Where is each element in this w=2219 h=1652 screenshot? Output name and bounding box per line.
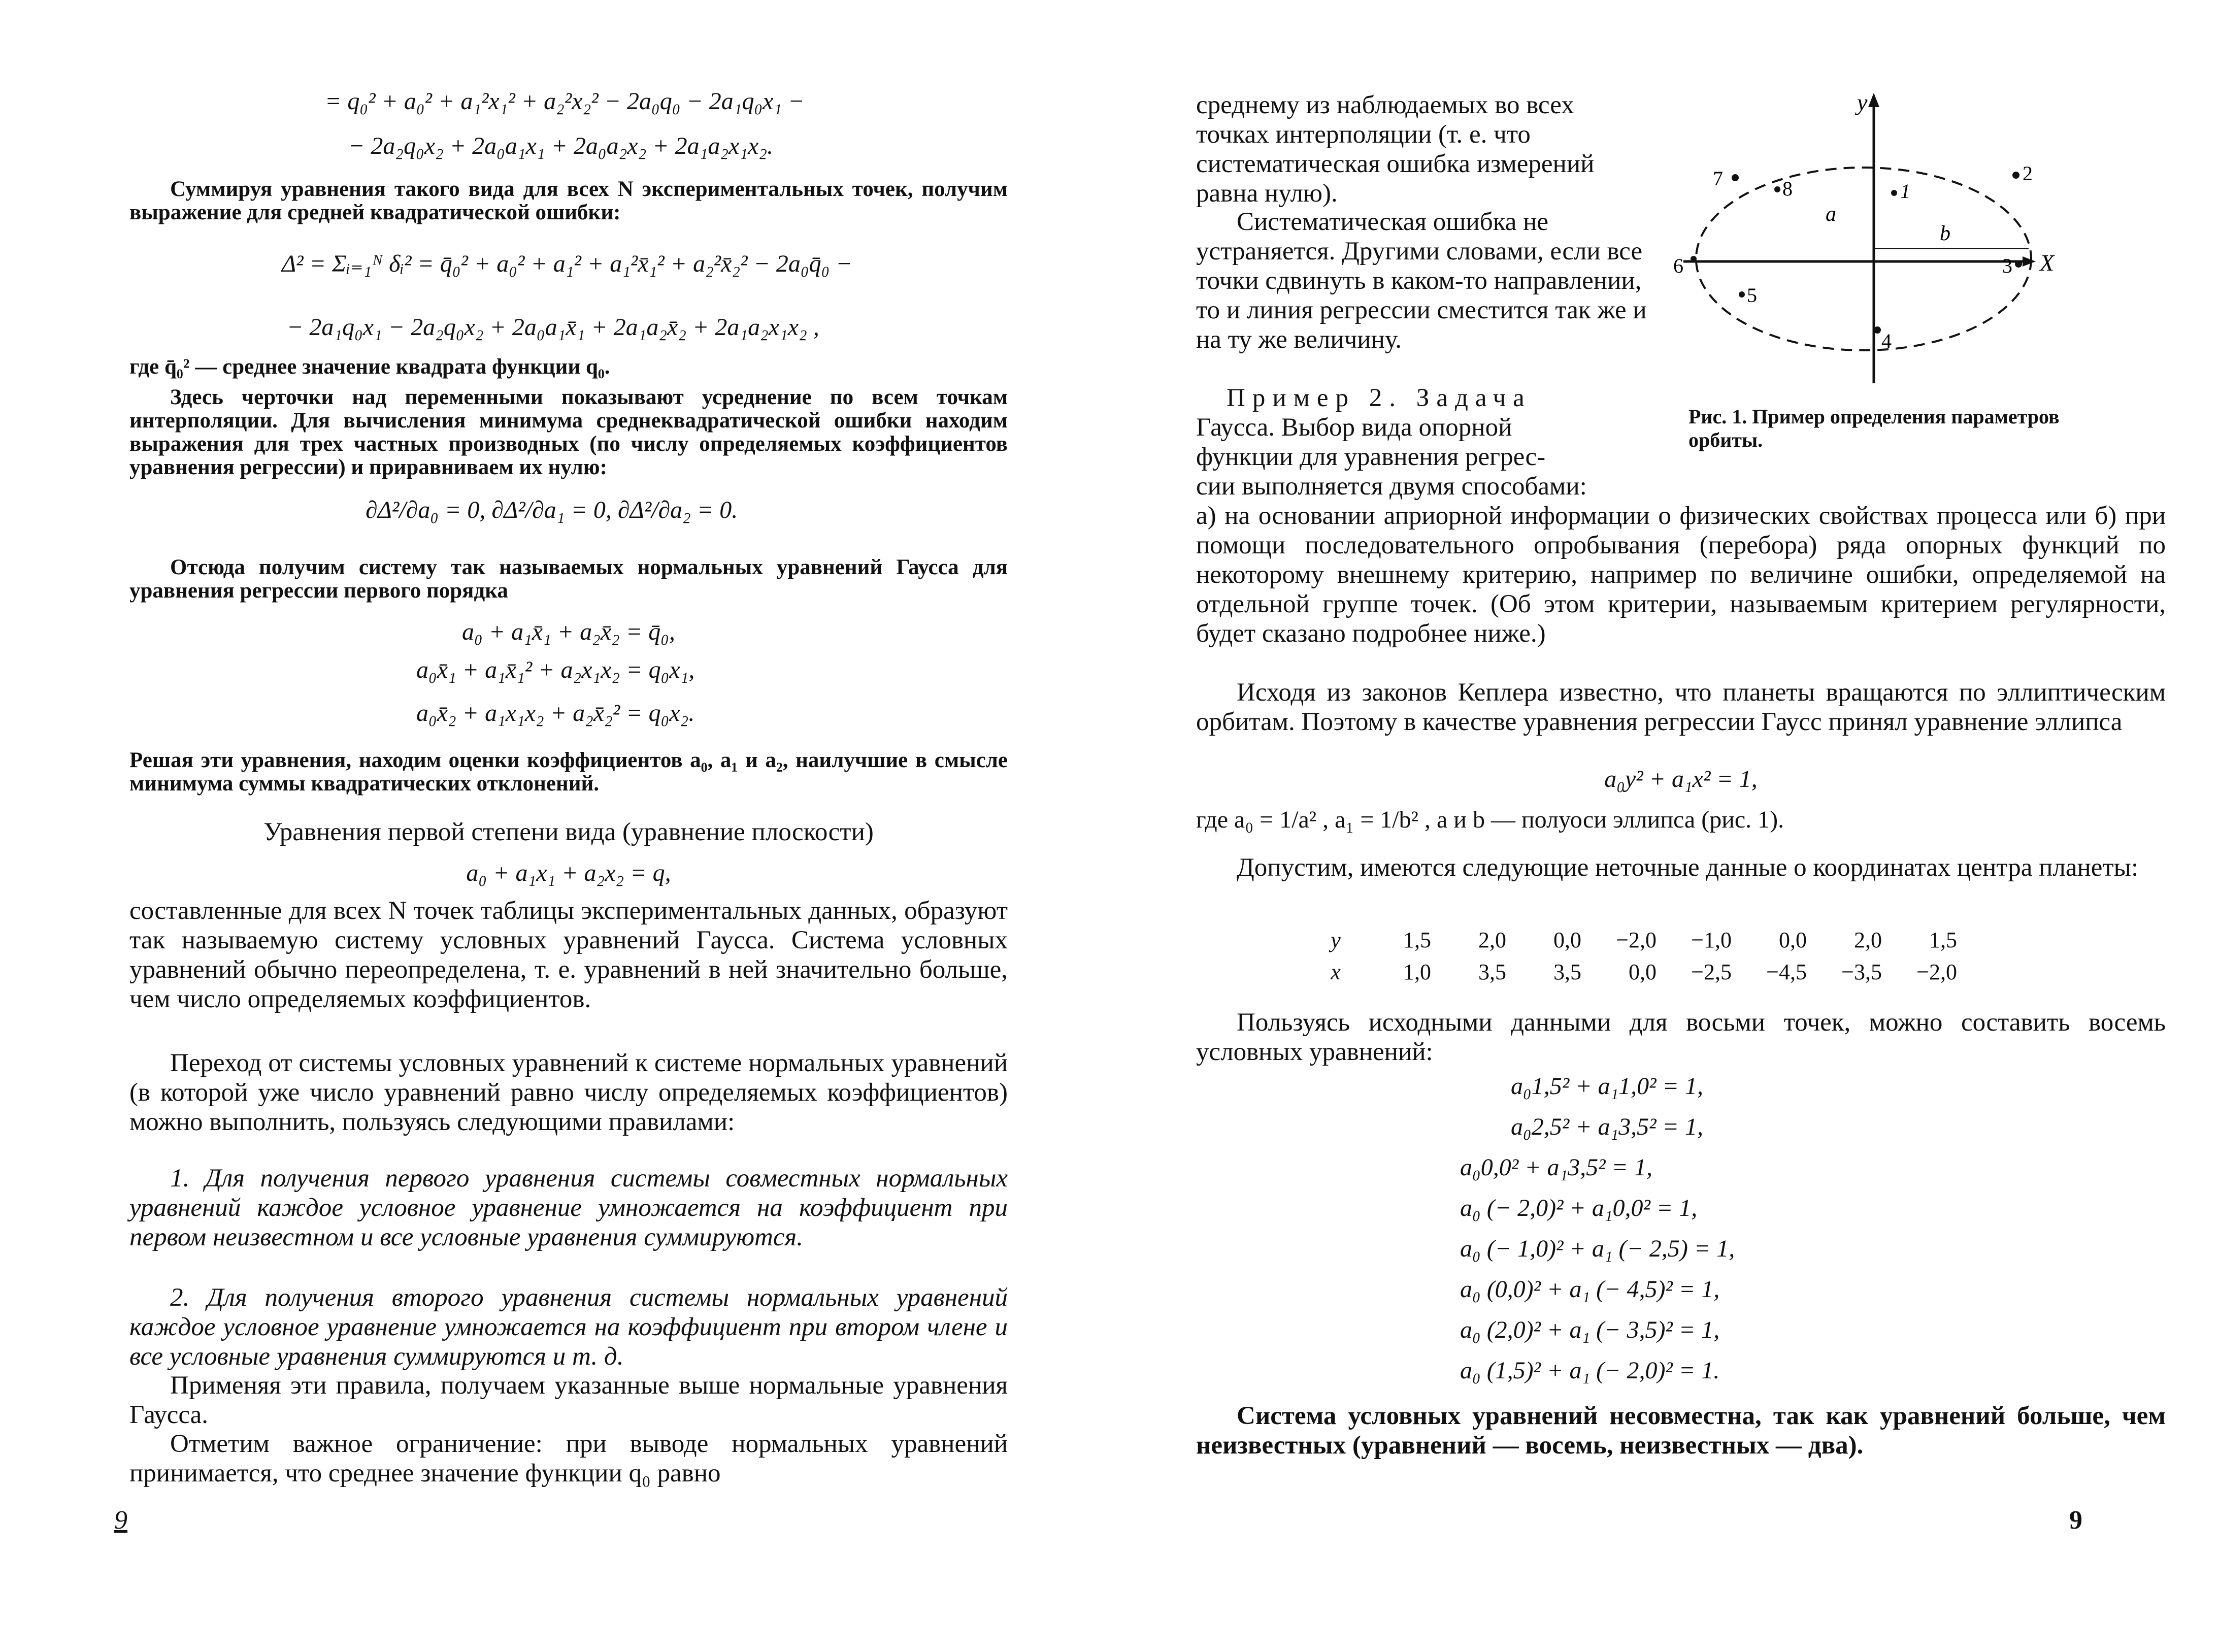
point-1-marker [1891,190,1897,196]
point-5-label: 5 [1747,284,1757,307]
coords-x-value: −2,0 [1916,960,1957,984]
coords-x-value: −3,5 [1841,960,1882,984]
point-2-marker [2012,172,2019,179]
formula-expansion-line-1: = q₀² + a₀² + a₁²x₁² + a₂²x₂² − 2a₀q₀ − 2a₁q₀x₁ − [325,88,805,115]
example-2-line-1: Пример 2. Задача [1227,384,1532,412]
formula-ellipse: a₀y² + a₁x² = 1, [1604,766,1758,792]
conditional-equation-8: a₀ (1,5)² + a₁ (− 2,0)² = 1. [1460,1357,1720,1384]
point-4-marker [1874,326,1881,334]
point-3-marker [2015,260,2022,268]
paragraph-solving: Решая эти уравнения, находим оценки коэффициентов a₀, a₁ и a₂, наилучшие в смысле минимума суммы квадратических отклонений. [129,748,1008,796]
point-1-label: 1 [1900,180,1910,203]
coords-y-value: 0,0 [1553,928,1581,952]
formula-plane: a₀ + a₁x₁ + a₂x₂ = q, [466,860,671,886]
coords-x-value: 0,0 [1629,960,1657,984]
left-page [0,0,1109,1652]
example-2-line-4: сии выполняется двумя способами: [1196,472,1587,501]
example-2-line-3: функции для уравнения регрес- [1196,443,1546,471]
paragraph-kepler: Исходя из законов Кеплера известно, что планеты вращаются по эллиптическим орбитам. Поэтому в качестве уравнения регрессии Гаусс принял уравнение эллипса [1196,678,2166,736]
axis-label-y: y [1857,89,1868,115]
coords-row-y [1315,924,1957,956]
axis-label-x: X [2040,250,2055,276]
coords-x-value: −2,5 [1691,960,1732,984]
conditional-equation-6: a₀ (0,0)² + a₁ (− 4,5)² = 1, [1460,1276,1720,1303]
formula-mean-square-error-line-1: Δ² = Σᵢ₌₁ᴺ δᵢ² = q̄₀² + a₀² + a₁² + a₁²x̄₁² + a₂²x̄₂² − 2a₀q̄₀ − [282,250,852,277]
paragraph-where-mean: где q̄₀² — среднее значение квадрата функции q₀. [129,355,610,379]
coordinates-table [1315,924,1957,988]
x-axis-arrow [2023,256,2036,267]
section-heading-plane: Уравнения первой степени вида (уравнение плоскости) [263,818,874,846]
point-5-marker [1739,291,1745,298]
coords-y-value: 1,5 [1403,928,1431,952]
normal-equation-1: a₀ + a₁x̄₁ + a₂x̄₂ = q̄₀, [462,618,675,645]
coords-x-value: 1,0 [1403,960,1431,984]
paragraph-normal-equations: Отсюда получим систему так называемых нормальных уравнений Гаусса для уравнения регрессии первого порядка [129,555,1008,603]
point-4-label: 4 [1881,329,1892,352]
paragraph-conditional-equations: составленные для всех N точек таблицы экспериментальных данных, образуют так называемую систему условных уравнений Гаусса. Система условных уравнений обычно переопределена, т. е. уравнений в ней значительно больше, чем число определяемых коэффициентов. [129,897,1008,1013]
point-7-marker [1732,174,1739,181]
paragraph-transition: Переход от системы условных уравнений к системе нормальных уравнений (в которой уже число уравнений равно числу определяемых коэффициентов) можно выполнить, пользуясь следующими правилами: [129,1049,1008,1136]
point-6-marker [1691,256,1697,262]
paragraph-summation: Суммируя уравнения такого вида для всех N экспериментальных точек, получим выражение для средней квадратической ошибки: [129,177,1008,224]
formula-mean-square-error-line-2: − 2a₁q₀x₁ − 2a₂q₀x₂ + 2a₀a₁x̄₁ + 2a₁a₂x̄₂ + 2a₁a₂x₁x₂ , [287,314,819,341]
y-axis-arrow [1868,93,1879,107]
conditional-equation-7: a₀ (2,0)² + a₁ (− 3,5)² = 1, [1460,1316,1720,1343]
formula-coefficients: где a₀ = 1/a² , a₁ = 1/b² , a и b — полуоси эллипса (рис. 1). [1196,806,1784,833]
point-8-label: 8 [1782,177,1793,200]
coords-x-value: 3,5 [1553,960,1581,984]
paragraph-restriction: Отметим важное ограничение: при выводе нормальных уравнений принимается, что среднее значение функции q₀ равно [129,1430,1008,1488]
coords-row-x [1315,956,1957,988]
rule-1: 1. Для получения первого уравнения системы совместных нормальных уравнений каждое условное уравнение умножается на коэффициент при первом неизвестном и все условные уравнения суммируются. [129,1164,1008,1251]
conditional-equation-1: a₀1,5² + a₁1,0² = 1, [1511,1073,1703,1100]
paragraph-systematic-error: Систематическая ошибка не устраняется. Другими словами, если все точки сдвинуть в каком-то направлении, то и линия регрессии сместится так же и на ту же величину. [1196,208,1647,354]
conditional-equation-3: a₀0,0² + a₁3,5² = 1, [1460,1154,1652,1181]
coords-label-y: y [1331,928,1341,952]
label-semi-axis-b: b [1940,222,1950,245]
coords-y-value: 0,0 [1779,928,1807,952]
point-2-label: 2 [2023,162,2033,185]
point-8-marker [1774,186,1780,192]
paragraph-continuation: среднему из наблюдаемых во всех точках интерполяции (т. е. что систематическая ошибка измерений равна нулю). [1196,91,1595,208]
orbit-ellipse [1696,168,2031,350]
coords-y-value: 1,5 [1929,928,1957,952]
conditional-equation-4: a₀ (− 2,0)² + a₁0,0² = 1, [1460,1195,1698,1221]
normal-equation-3: a₀x̄₂ + a₁x₁x₂ + a₂x̄₂² = q₀x₂. [416,700,695,726]
coords-y-value: −1,0 [1691,928,1732,952]
coords-x-value: −4,5 [1766,960,1807,984]
page-number-right: 9 [2069,1506,2082,1535]
right-page [1110,0,2219,1652]
rule-2: 2. Для получения второго уравнения системы нормальных уравнений каждое условное уравнение умножается на коэффициент при втором члене и все условные уравнения суммируются и т. д. [129,1283,1008,1371]
paragraph-inconsistent-system: Система условных уравнений несовместна, так как уравнений больше, чем неизвестных (уравнений — восемь, неизвестных — два). [1196,1402,2166,1460]
point-3-label: 3 [2002,254,2012,277]
formula-expansion-line-2: − 2a₂q₀x₂ + 2a₀a₁x₁ + 2a₀a₂x₂ + 2a₁a₂x₁x₂. [348,133,774,159]
paragraph-averaging-bars: Здесь черточки над переменными показывают усреднение по всем точкам интерполяции. Для вычисления минимума среднеквадратической ошибки находим выражения для трех частных производных (по числу определяемых коэффициентов уравнения регрессии) и приравниваем их нулю: [129,385,1008,479]
conditional-equation-5: a₀ (− 1,0)² + a₁ (− 2,5) = 1, [1460,1235,1735,1262]
coords-y-value: 2,0 [1478,928,1506,952]
page-number-left: 9 [114,1506,127,1535]
figure-orbit [1673,89,2069,388]
coords-x-value: 3,5 [1478,960,1506,984]
coords-label-x: x [1331,960,1341,984]
formula-partial-derivatives: ∂Δ²/∂a₀ = 0, ∂Δ²/∂a₁ = 0, ∂Δ²/∂a₂ = 0. [366,497,738,523]
paragraph-eight-points: Пользуясь исходными данными для восьми точек, можно составить восемь условных уравнений: [1196,1008,2166,1066]
coords-y-value: 2,0 [1854,928,1882,952]
coords-y-value: −2,0 [1616,928,1657,952]
normal-equation-2: a₀x̄₁ + a₁x̄₁² + a₂x₁x₂ = q₀x₁, [416,656,695,683]
paragraph-example-methods: а) на основании априорной информации о физических свойствах процесса или б) при помощи последовательного опробывания (перебора) ряда опорных функций по некоторому внешнему критерию, например по величине ошибки, определяемой на отдельной группе точек. (Об этом критерии, называемым критерием регулярности, будет сказано подробнее ниже.) [1196,502,2166,648]
paragraph-data: Допустим, имеются следующие неточные данные о координатах центра планеты: [1237,853,2139,882]
example-2-line-2: Гаусса. Выбор вида опорной [1196,413,1512,442]
point-6-label: 6 [1673,254,1683,277]
paragraph-apply-rules: Применяя эти правила, получаем указанные выше нормальные уравнения Гаусса. [129,1371,1008,1429]
point-7-label: 7 [1713,167,1723,190]
conditional-equation-2: a₀2,5² + a₁3,5² = 1, [1511,1113,1703,1140]
figure-caption: Рис. 1. Пример определения параметров орбиты. [1688,405,2060,451]
label-semi-axis-a: a [1826,203,1836,226]
